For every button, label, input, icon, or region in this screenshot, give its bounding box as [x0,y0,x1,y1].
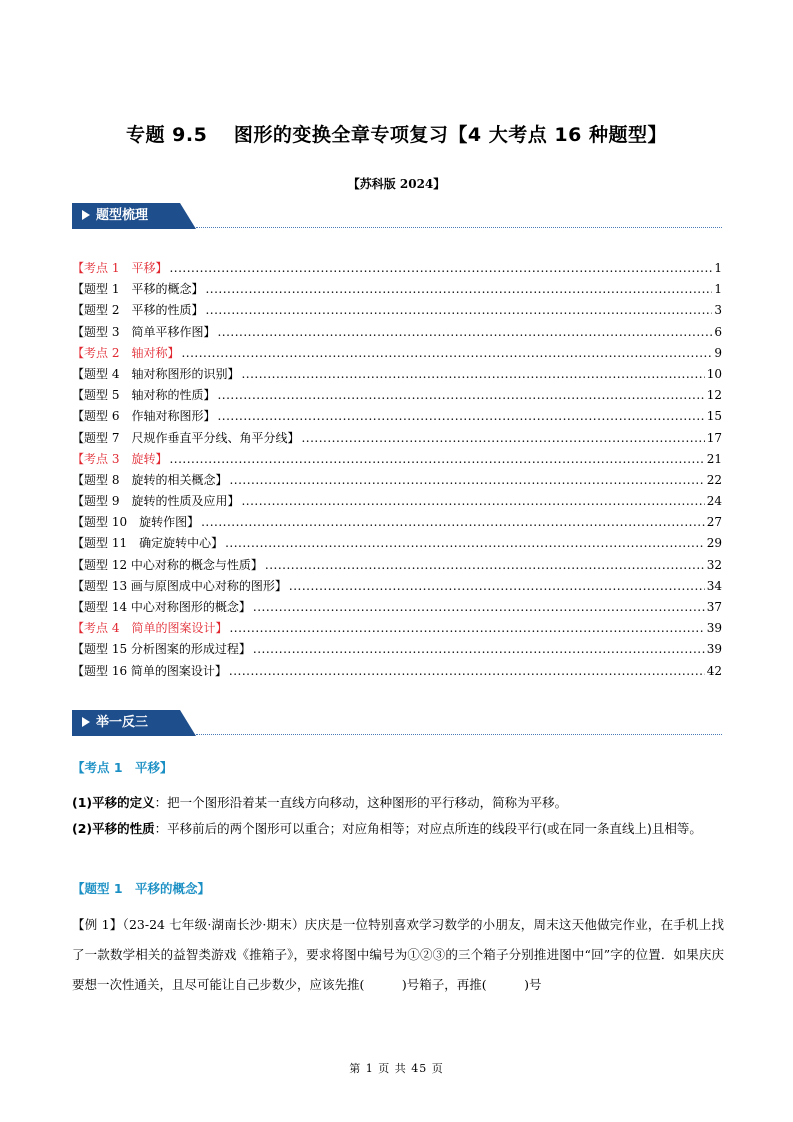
toc-leader-dots [253,639,705,660]
toc-entry-label: 【题型 4 轴对称图形的识别】 [72,366,240,381]
toc-entry-label: 【考点 4 简单的图案设计】 [72,621,228,636]
page-subtitle: 【苏科版 2024】 [347,177,446,191]
play-arrow-icon [82,717,90,727]
toc-leader-dots [241,364,704,385]
toc-entry-label: 【题型 2 平移的性质】 [72,303,204,318]
toc-entry-page: 39 [706,621,722,636]
toc-entry[interactable] [72,597,722,618]
toc-entry-label: 【考点 3 旋转】 [72,451,168,466]
example-text: （23-24 七年级·湖南长沙·期末）庆庆是一位特别喜欢学习数学的小朋友，周末这天他做完作业，在手机上找了一款数学相关的益智类游戏《推箱子》，要求将图中编号为①②③的三个箱子分别推进图中“回”字的位置．如果庆庆要想一次性通关，且尽可能让自己步数少，应该先推( )号箱子，再推( )号 [72,917,724,992]
toc-leader-dots [289,576,705,597]
toc-entry-page: 24 [706,494,722,509]
toc-entry-page: 12 [706,388,722,403]
toc-entry-label: 【题型 6 作轴对称图形】 [72,409,216,424]
toc-banner-text: 题型梳理 [96,208,149,223]
toc-section-banner [72,203,722,229]
toc-entry[interactable] [72,618,722,639]
banner-divider [196,734,722,735]
toc-entry-label: 【题型 16 简单的图案设计】 [72,663,227,678]
property-term: (2)平移的性质 [72,821,155,836]
toc-entry-page: 32 [706,557,722,572]
toc-leader-dots [205,300,712,321]
toc-entry-label: 【题型 9 旋转的性质及应用】 [72,494,240,509]
toc-entry-label: 【题型 14 中心对称图形的概念】 [72,600,251,614]
toc-entry-page: 15 [706,409,722,424]
toc-entry[interactable] [72,576,722,597]
toc-entry-label: 【题型 13 画与原图成中心对称的图形】 [72,578,287,593]
table-of-contents [72,258,722,682]
toc-leader-dots [169,258,712,279]
page-footer: 第 1 页 共 45 页 [349,1062,444,1075]
example-banner-text: 举一反三 [96,715,149,730]
toc-leader-dots [301,428,704,449]
toc-leader-dots [229,618,704,639]
toc-leader-dots [225,533,705,554]
toc-entry-label: 【题型 10 旋转作图】 [72,515,200,530]
toc-entry[interactable] [72,385,722,406]
toc-leader-dots [181,343,712,364]
toc-leader-dots [229,661,705,682]
toc-entry[interactable] [72,512,722,533]
example-label: 【例 1】 [72,917,123,932]
toc-entry-page: 42 [706,663,722,678]
property-text: ：平移前后的两个图形可以重合；对应角相等；对应点所连的线段平行(或在同一条直线上)且相等。 [154,821,702,836]
toc-entry-label: 【题型 5 轴对称的性质】 [72,388,216,403]
toc-leader-dots [217,385,704,406]
toc-entry-page: 6 [714,324,722,339]
banner-label [82,710,148,736]
toc-entry[interactable] [72,428,722,449]
toc-entry-label: 【题型 15 分析图案的形成过程】 [72,642,251,657]
banner-divider [196,227,722,228]
toc-leader-dots [201,512,705,533]
example-paragraph [72,910,724,1000]
toc-entry[interactable] [72,639,722,660]
toc-entry[interactable] [72,322,722,343]
property-paragraph [72,816,724,842]
toc-leader-dots [217,406,704,427]
toc-entry-page: 17 [706,430,722,445]
toc-entry[interactable] [72,364,722,385]
toc-entry-page: 1 [714,261,722,275]
definition-text: ：把一个图形沿着某一直线方向移动，这种图形的平行移动，简称为平移。 [154,795,568,810]
toc-entry-label: 【题型 11 确定旋转中心】 [72,536,224,551]
toc-entry-page: 21 [706,451,722,466]
toc-leader-dots [205,279,712,300]
toc-entry-page: 29 [706,536,722,551]
toc-entry[interactable] [72,491,722,512]
toc-entry[interactable] [72,258,722,279]
toc-entry[interactable] [72,533,722,554]
toc-entry[interactable] [72,343,722,364]
point1-heading: 【考点 1 平移】 [72,760,173,775]
definition-paragraph [72,790,724,816]
toc-entry[interactable] [72,555,722,576]
toc-entry[interactable] [72,279,722,300]
toc-leader-dots [229,470,704,491]
toc-entry-label: 【题型 1 平移的概念】 [72,282,204,297]
page-title: 专题 9.5 图形的变换全章专项复习【4 大考点 16 种题型】 [126,124,667,146]
toc-entry[interactable] [72,449,722,470]
toc-entry-label: 【题型 8 旋转的相关概念】 [72,472,228,487]
banner-label [82,203,148,229]
toc-entry-page: 27 [706,515,722,530]
definition-term: (1)平移的定义 [72,795,155,810]
type1-heading: 【题型 1 平移的概念】 [72,881,211,896]
example-section-banner [72,710,722,736]
toc-entry-page: 10 [706,366,722,381]
toc-entry-page: 37 [706,600,722,614]
toc-entry-page: 34 [706,578,722,593]
toc-entry-page: 3 [714,303,722,318]
toc-entry[interactable] [72,661,722,682]
toc-entry-page: 39 [706,642,722,657]
toc-entry[interactable] [72,470,722,491]
toc-leader-dots [253,597,705,618]
toc-entry-label: 【题型 7 尺规作垂直平分线、角平分线】 [72,430,300,445]
toc-entry-label: 【题型 12 中心对称的概念与性质】 [72,557,263,572]
toc-entry-label: 【考点 1 平移】 [72,261,168,275]
toc-entry-page: 9 [714,345,722,360]
toc-leader-dots [241,491,704,512]
toc-entry[interactable] [72,300,722,321]
toc-entry-label: 【题型 3 简单平移作图】 [72,324,216,339]
toc-leader-dots [265,555,705,576]
toc-entry[interactable] [72,406,722,427]
toc-leader-dots [217,322,712,343]
toc-entry-page: 22 [706,472,722,487]
play-arrow-icon [82,210,90,220]
toc-leader-dots [169,449,704,470]
toc-entry-label: 【考点 2 轴对称】 [72,345,180,360]
toc-entry-page: 1 [714,282,722,297]
